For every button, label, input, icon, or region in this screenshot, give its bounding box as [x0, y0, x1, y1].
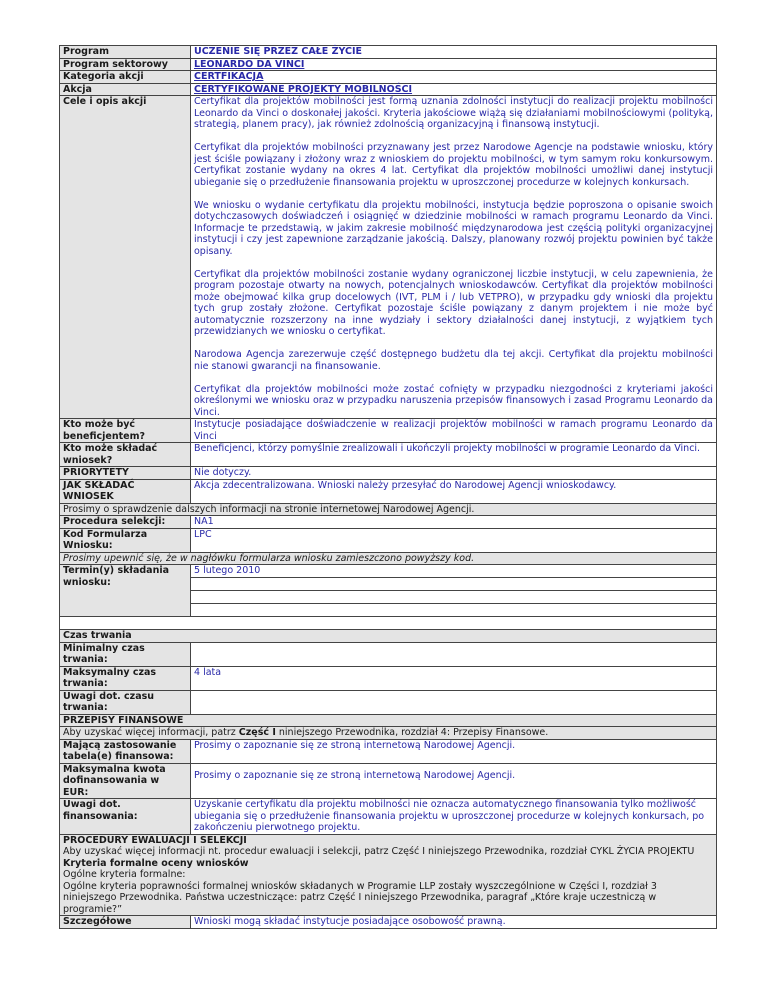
procedury-block — [60, 834, 717, 916]
row-cele — [60, 96, 717, 419]
row-program-sektorowy — [60, 58, 717, 71]
row-uwagi-fin — [60, 799, 717, 835]
kryteria-heading: Kryteria formalne oceny wniosków — [63, 857, 249, 869]
program-sektorowy-label: Program sektorowy — [60, 58, 191, 71]
ogolne-text: Ogólne kryteria poprawności formalnej wniosków składanych w Programie LLP zostały wyszczególnione w Części I, rozdział 3 niniejszego Przewodnika. Państwa uczestniczące: patrz Część I niniejszego Przewodnika, paragraf „Które kraje uczestniczą w programie?” — [63, 880, 657, 915]
tabele-label: Mającą zastosowanie tabela(e) finansowa: — [60, 739, 191, 763]
row-naglowek-note — [60, 552, 717, 565]
wnioskodawca-value: Beneficjenci, którzy pomyślnie zrealizowali i ukończyli projekty mobilności w programie Leonardo da Vinci. — [191, 443, 717, 467]
row-program — [60, 46, 717, 59]
priorytety-value: Nie dotyczy. — [191, 467, 717, 480]
uwagi-fin-value: Uzyskanie certyfikatu dla projektu mobilności nie oznacza automatycznego finansowania tylko możliwość ubiegania się o przedłużenie finansowania projektu w uproszczonej procedurze w kolejnych konkursach, po zakończeniu pierwotnego projektu. — [191, 799, 717, 835]
cele-paragraph: Certyfikat dla projektów mobilności zostanie wydany ograniczonej liczbie instytucji, w celu zapewnienia, że program pozostaje otwarty na nowych, potencjalnych wnioskodawców. Certyfikat dla projektów mobilności może obejmować kilka grup docelowych (IVT, PLM i / lub VETPRO), w przypadku gdy wnioski dla projektu tych grup zostały złożone. Certyfikat pozostaje ściśle powiązany z danym projektem i nie może być automatycznie rozszerzony na inne wydziały i sektory działalności danej instytucji, z wyjątkiem tych przewidzianych we wniosku o certyfikat. — [194, 268, 713, 337]
row-blank-spacer — [60, 617, 717, 630]
program-value: UCZENIE SIĘ PRZEZ CAŁE ŻYCIE — [191, 46, 717, 59]
row-uwagi-czas — [60, 690, 717, 714]
przepisy-heading: PRZEPISY FINANSOWE — [60, 714, 717, 727]
akcja-value: CERTYFIKOWANE PROJEKTY MOBILNOŚCI — [191, 83, 717, 96]
row-termin — [60, 565, 717, 617]
row-max-czas — [60, 666, 717, 690]
termin-label: Termin(y) składania wniosku: — [60, 565, 191, 617]
termin-cell — [191, 565, 717, 617]
row-szczegolowe — [60, 916, 717, 929]
max-czas-label: Maksymalny czas trwania: — [60, 666, 191, 690]
min-czas-value — [191, 642, 717, 666]
row-akcja — [60, 83, 717, 96]
beneficjent-label: Kto może być beneficjentem? — [60, 419, 191, 443]
row-prosimy-info — [60, 503, 717, 516]
przepisy-info-post: niniejszego Przewodnika, rozdział 4: Przepisy Finansowe. — [275, 727, 549, 738]
cele-paragraph: Narodowa Agencja zarezerwuje część dostępnego budżetu dla tej akcji. Certyfikat dla projektu mobilności nie stanowi gwarancji na finansowanie. — [194, 349, 713, 372]
procedura-label: Procedura selekcji: — [60, 516, 191, 529]
uwagi-fin-label: Uwagi dot. finansowania: — [60, 799, 191, 835]
cele-paragraph: Certyfikat dla projektów mobilności może zostać cofnięty w przypadku niezgodności z kryteriami jakości określonymi we wniosku oraz w przypadku naruszenia przepisów finansowych i zasad Programu Leonardo da Vinci. — [194, 383, 713, 418]
row-min-czas — [60, 642, 717, 666]
blank-spacer — [60, 617, 717, 630]
beneficjent-value: Instytucje posiadające doświadczenie w realizacji projektów mobilności w ramach programu Leonardo da Vinci — [191, 419, 717, 443]
procedury-info: Aby uzyskać więcej informacji nt. procedur ewaluacji i selekcji, patrz Część I niniejszego Przewodnika, rozdział CYKL ŻYCIA PROJEKTU — [63, 846, 695, 857]
wnioskodawca-label: Kto może składać wniosek? — [60, 443, 191, 467]
cele-paragraph: We wniosku o wydanie certyfikatu dla projektu mobilności, instytucja będzie poproszona o opisanie swoich dotychczasowych doświadczeń i osiągnięć w dziedzinie mobilności w ramach programu Leonardo da Vinci. Informacje te przedstawią, w jakim zakresie mobilność międzynarodowa jest częścią polityki organizacyjnej instytucji i czy jest zapewnione zarządzanie jakością. Dalszy, planowany rozwój projektu powinien być także opisany. — [194, 199, 713, 257]
row-beneficjent — [60, 419, 717, 443]
kod-label: Kod Formularza Wniosku: — [60, 528, 191, 552]
szczegolowe-label: Szczegółowe — [60, 916, 191, 929]
tabele-value: Prosimy o zapoznanie się ze stroną internetową Narodowej Agencji. — [191, 739, 717, 763]
row-procedury — [60, 834, 717, 916]
cele-description — [191, 96, 717, 419]
program-label: Program — [60, 46, 191, 59]
cele-label: Cele i opis akcji — [60, 96, 191, 419]
row-czas-trwania — [60, 630, 717, 643]
kategoria-value: CERTFIKACJA — [191, 71, 717, 84]
przepisy-info-bold: Część I — [238, 727, 276, 738]
row-przepisy-info — [60, 727, 717, 740]
row-przepisy-heading — [60, 714, 717, 727]
prosimy-info-text: Prosimy o sprawdzenie dalszych informacji na stronie internetowej Narodowej Agencji. — [60, 503, 717, 516]
cele-paragraph: Certyfikat dla projektów mobilności jest formą uznania zdolności instytucji do realizacji projektu mobilności Leonardo da Vinci o doskonałej jakości. Kryteria jakościowe wiążą się działaniami mobilnościowymi (polityką, strategią, planem pracy), jak również zdolnością organizacyjną i finansową instytucji. — [194, 96, 713, 130]
row-tabele — [60, 739, 717, 763]
termin-value: 5 lutego 2010 — [191, 565, 716, 578]
jak-skladac-value: Akcja zdecentralizowana. Wnioski należy przesyłać do Narodowej Agencji wnioskodawcy. — [191, 479, 717, 503]
row-kategoria — [60, 71, 717, 84]
termin-empty-line — [191, 578, 716, 591]
szczegolowe-value: Wnioski mogą składać instytucje posiadające osobowość prawną. — [191, 916, 717, 929]
przepisy-info-pre: Aby uzyskać więcej informacji, patrz — [63, 727, 239, 738]
jak-skladac-label: JAK SKŁADAĆ WNIOSEK — [60, 479, 191, 503]
max-czas-value: 4 lata — [191, 666, 717, 690]
cele-paragraph: Certyfikat dla projektów mobilności przyznawany jest przez Narodowe Agencje na podstawie wniosku, który jest ściśle powiązany i złożony wraz z wnioskiem do projektu mobilności, w tym samym roku konkursowym. Certyfikat zostanie wydany na okres 4 lat. Certyfikat dla projektów mobilności umożliwi danej instytucji ubieganie się o przedłużenie finansowania projektu w uproszczonej procedurze w kolejnych konkursach. — [194, 142, 713, 188]
row-jak-skladac — [60, 479, 717, 503]
action-table — [59, 45, 717, 929]
naglowek-note-text: Prosimy upewnić się, że w nagłówku formularza wniosku zamieszczono powyższy kod. — [60, 552, 717, 565]
ogolne-label: Ogólne kryteria formalne: — [63, 869, 186, 880]
termin-empty-line — [191, 591, 716, 604]
priorytety-label: PRIORYTETY — [60, 467, 191, 480]
row-priorytety — [60, 467, 717, 480]
procedury-heading: PROCEDURY EWALUACJI I SELEKCJI — [63, 834, 247, 846]
kategoria-label: Kategoria akcji — [60, 71, 191, 84]
czas-trwania-heading: Czas trwania — [60, 630, 717, 643]
procedura-value: NA1 — [191, 516, 717, 529]
row-procedura — [60, 516, 717, 529]
przepisy-info — [60, 727, 717, 740]
termin-empty-line — [191, 604, 716, 616]
kod-value: LPC — [191, 528, 717, 552]
row-wnioskodawca — [60, 443, 717, 467]
max-kwota-label: Maksymalna kwota dofinansowania w EUR: — [60, 763, 191, 799]
row-max-kwota — [60, 763, 717, 799]
row-kod-formularza — [60, 528, 717, 552]
akcja-label: Akcja — [60, 83, 191, 96]
uwagi-czas-value — [191, 690, 717, 714]
program-sektorowy-value: LEONARDO DA VINCI — [191, 58, 717, 71]
max-kwota-value: Prosimy o zapoznanie się ze stroną internetową Narodowej Agencji. — [191, 763, 717, 799]
document-page — [59, 45, 716, 929]
uwagi-czas-label: Uwagi dot. czasu trwania: — [60, 690, 191, 714]
min-czas-label: Minimalny czas trwania: — [60, 642, 191, 666]
